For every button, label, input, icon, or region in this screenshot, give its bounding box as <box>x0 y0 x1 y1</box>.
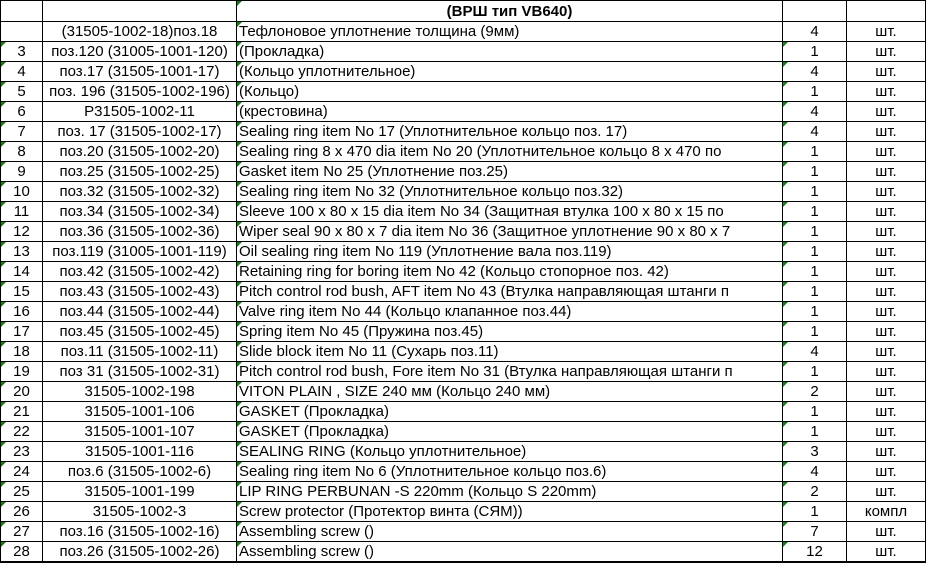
cell-quantity[interactable]: 4 <box>783 22 847 42</box>
cell-item-name[interactable]: (крестовина) <box>237 102 783 122</box>
cell-item-name[interactable]: Sealing ring item No 17 (Уплотнительное кольцо поз. 17) <box>237 122 783 142</box>
cell-row-number[interactable]: 5 <box>1 82 43 102</box>
cell-part-code[interactable]: поз. 17 (31505-1002-17) <box>43 122 237 142</box>
cell-part-code[interactable]: 31505-1001-106 <box>43 402 237 422</box>
cell-quantity[interactable]: 1 <box>783 242 847 262</box>
cell-part-code[interactable]: поз.16 (31505-1002-16) <box>43 522 237 542</box>
cell-quantity[interactable]: 7 <box>783 522 847 542</box>
cell-item-name[interactable]: (Кольцо) <box>237 82 783 102</box>
cell-quantity[interactable]: 1 <box>783 222 847 242</box>
table-row <box>1 182 926 202</box>
cell-part-code[interactable]: поз.11 (31505-1002-11) <box>43 342 237 362</box>
cell-row-number[interactable]: 17 <box>1 322 43 342</box>
table-row <box>1 382 926 402</box>
cell-item-name[interactable]: (Прокладка) <box>237 42 783 62</box>
cell-quantity[interactable]: 1 <box>783 162 847 182</box>
cell-unit[interactable]: шт. <box>847 22 926 42</box>
cell-row-number[interactable]: 6 <box>1 102 43 122</box>
table-row <box>1 442 926 462</box>
header-cell-code[interactable] <box>43 1 237 22</box>
cell-unit[interactable]: шт. <box>847 42 926 62</box>
cell-unit[interactable]: шт. <box>847 542 926 563</box>
header-cell-num[interactable] <box>1 1 43 22</box>
table-row <box>1 202 926 222</box>
cell-part-code[interactable]: 31505-1001-199 <box>43 482 237 502</box>
table-row <box>1 482 926 502</box>
cell-item-name[interactable]: Assembling screw () <box>237 522 783 542</box>
table-row <box>1 122 926 142</box>
cell-item-name[interactable]: Wiper seal 90 x 80 x 7 dia item No 36 (Защитное уплотнение 90 x 80 x 7 <box>237 222 783 242</box>
cell-part-code[interactable]: поз.42 (31505-1002-42) <box>43 262 237 282</box>
cell-unit[interactable]: шт. <box>847 262 926 282</box>
cell-unit[interactable]: шт. <box>847 302 926 322</box>
table-row <box>1 542 926 563</box>
cell-part-code[interactable]: P31505-1002-11 <box>43 102 237 122</box>
cell-part-code[interactable]: (31505-1002-18)поз.18 <box>43 22 237 42</box>
cell-row-number[interactable]: 22 <box>1 422 43 442</box>
cell-item-name[interactable]: LIP RING PERBUNAN -S 220mm (Кольцо S 220mm) <box>237 482 783 502</box>
cell-row-number[interactable]: 27 <box>1 522 43 542</box>
table-row <box>1 282 926 302</box>
table-row <box>1 462 926 482</box>
cell-row-number[interactable]: 13 <box>1 242 43 262</box>
table-row <box>1 522 926 542</box>
cell-row-number[interactable]: 26 <box>1 502 43 522</box>
table-row <box>1 302 926 322</box>
table-row <box>1 322 926 342</box>
cell-part-code[interactable]: поз.17 (31505-1001-17) <box>43 62 237 82</box>
cell-quantity[interactable]: 2 <box>783 482 847 502</box>
header-cell-unit[interactable] <box>847 1 926 22</box>
cell-row-number[interactable]: 4 <box>1 62 43 82</box>
table-row <box>1 402 926 422</box>
cell-part-code[interactable]: 31505-1002-3 <box>43 502 237 522</box>
table-row <box>1 62 926 82</box>
cell-row-number[interactable]: 8 <box>1 142 43 162</box>
cell-item-name[interactable]: Sleeve 100 x 80 x 15 dia item No 34 (Защитная втулка 100 x 80 x 15 по <box>237 202 783 222</box>
cell-quantity[interactable]: 1 <box>783 502 847 522</box>
table-row <box>1 342 926 362</box>
table-row <box>1 222 926 242</box>
cell-row-number[interactable]: 9 <box>1 162 43 182</box>
cell-row-number[interactable]: 19 <box>1 362 43 382</box>
cell-quantity[interactable]: 1 <box>783 202 847 222</box>
cell-unit[interactable]: шт. <box>847 242 926 262</box>
cell-item-name[interactable]: (Кольцо уплотнительное) <box>237 62 783 82</box>
cell-unit[interactable]: шт. <box>847 142 926 162</box>
cell-item-name[interactable]: Screw protector (Протектор винта (СЯМ)) <box>237 502 783 522</box>
cell-row-number[interactable]: 3 <box>1 42 43 62</box>
cell-item-name[interactable]: Sealing ring 8 x 470 dia item No 20 (Уплотнительное кольцо 8 x 470 по <box>237 142 783 162</box>
cell-item-name[interactable]: Retaining ring for boring item No 42 (Кольцо стопорное поз. 42) <box>237 262 783 282</box>
cell-quantity[interactable]: 4 <box>783 342 847 362</box>
cell-part-code[interactable]: поз.6 (31505-1002-6) <box>43 462 237 482</box>
table-row <box>1 162 926 182</box>
table-row <box>1 22 926 42</box>
cell-unit[interactable]: шт. <box>847 462 926 482</box>
cell-unit[interactable]: шт. <box>847 162 926 182</box>
cell-row-number[interactable]: 20 <box>1 382 43 402</box>
cell-part-code[interactable]: 31505-1001-116 <box>43 442 237 462</box>
cell-row-number[interactable]: 11 <box>1 202 43 222</box>
cell-part-code[interactable]: 31505-1002-198 <box>43 382 237 402</box>
cell-part-code[interactable]: поз.26 (31505-1002-26) <box>43 542 237 563</box>
cell-item-name[interactable]: Gasket item No 25 (Уплотнение поз.25) <box>237 162 783 182</box>
cell-part-code[interactable]: поз.20 (31505-1002-20) <box>43 142 237 162</box>
cell-quantity[interactable]: 4 <box>783 62 847 82</box>
cell-unit[interactable]: шт. <box>847 182 926 202</box>
cell-quantity[interactable]: 3 <box>783 442 847 462</box>
cell-item-name[interactable]: Pitch control rod bush, AFT item No 43 (Втулка направляющая штанги п <box>237 282 783 302</box>
cell-quantity[interactable]: 1 <box>783 402 847 422</box>
cell-unit[interactable]: шт. <box>847 402 926 422</box>
cell-part-code[interactable]: поз.119 (31005-1001-119) <box>43 242 237 262</box>
cell-quantity[interactable]: 1 <box>783 82 847 102</box>
table-row <box>1 42 926 62</box>
cell-row-number[interactable]: 16 <box>1 302 43 322</box>
table-row <box>1 82 926 102</box>
sheet-title-cell[interactable]: (ВРШ тип VB640) <box>237 1 783 22</box>
cell-unit[interactable]: шт. <box>847 282 926 302</box>
cell-quantity[interactable]: 1 <box>783 182 847 202</box>
cell-quantity[interactable]: 12 <box>783 542 847 563</box>
cell-quantity[interactable]: 1 <box>783 42 847 62</box>
cell-unit[interactable]: шт. <box>847 522 926 542</box>
cell-unit[interactable]: шт. <box>847 322 926 342</box>
cell-row-number[interactable]: 15 <box>1 282 43 302</box>
cell-quantity[interactable]: 4 <box>783 102 847 122</box>
cell-item-name[interactable]: SEALING RING (Кольцо уплотнительное) <box>237 442 783 462</box>
cell-row-number[interactable]: 23 <box>1 442 43 462</box>
cell-quantity[interactable]: 1 <box>783 362 847 382</box>
cell-item-name[interactable]: Slide block item No 11 (Сухарь поз.11) <box>237 342 783 362</box>
cell-quantity[interactable]: 1 <box>783 422 847 442</box>
table-row <box>1 502 926 522</box>
cell-item-name[interactable]: GASKET (Прокладка) <box>237 402 783 422</box>
cell-row-number[interactable]: 25 <box>1 482 43 502</box>
cell-part-code[interactable]: поз.43 (31505-1002-43) <box>43 282 237 302</box>
cell-quantity[interactable]: 1 <box>783 142 847 162</box>
cell-item-name[interactable]: Тефлоновое уплотнение толщина (9мм) <box>237 22 783 42</box>
cell-item-name[interactable]: GASKET (Прокладка) <box>237 422 783 442</box>
header-row <box>1 1 926 22</box>
cell-part-code[interactable]: поз.32 (31505-1002-32) <box>43 182 237 202</box>
cell-quantity[interactable]: 2 <box>783 382 847 402</box>
cell-quantity[interactable]: 1 <box>783 282 847 302</box>
cell-unit[interactable]: шт. <box>847 202 926 222</box>
cell-part-code[interactable]: поз.25 (31505-1002-25) <box>43 162 237 182</box>
cell-item-name[interactable]: VITON PLAIN , SIZE 240 мм (Кольцо 240 мм) <box>237 382 783 402</box>
cell-unit[interactable]: шт. <box>847 482 926 502</box>
cell-quantity[interactable]: 1 <box>783 302 847 322</box>
cell-part-code[interactable]: поз.45 (31505-1002-45) <box>43 322 237 342</box>
cell-unit[interactable]: шт. <box>847 82 926 102</box>
cell-item-name[interactable]: Spring item No 45 (Пружина поз.45) <box>237 322 783 342</box>
cell-item-name[interactable]: Assembling screw () <box>237 542 783 563</box>
cell-item-name[interactable]: Pitch control rod bush, Fore item No 31 (Втулка направляющая штанги п <box>237 362 783 382</box>
cell-row-number[interactable] <box>1 22 43 42</box>
cell-unit[interactable]: шт. <box>847 222 926 242</box>
header-cell-qty[interactable] <box>783 1 847 22</box>
table-row <box>1 242 926 262</box>
cell-item-name[interactable]: Valve ring item No 44 (Кольцо клапанное поз.44) <box>237 302 783 322</box>
cell-item-name[interactable]: Sealing ring item No 6 (Уплотнительное кольцо поз.6) <box>237 462 783 482</box>
cell-row-number[interactable]: 14 <box>1 262 43 282</box>
cell-row-number[interactable]: 7 <box>1 122 43 142</box>
cell-row-number[interactable]: 18 <box>1 342 43 362</box>
cell-item-name[interactable]: Oil sealing ring item No 119 (Уплотнение вала поз.119) <box>237 242 783 262</box>
table-row <box>1 422 926 442</box>
cell-row-number[interactable]: 28 <box>1 542 43 563</box>
cell-row-number[interactable]: 10 <box>1 182 43 202</box>
cell-part-code[interactable]: поз. 196 (31505-1002-196) <box>43 82 237 102</box>
cell-unit[interactable]: шт. <box>847 422 926 442</box>
cell-unit[interactable]: компл <box>847 502 926 522</box>
cell-quantity[interactable]: 1 <box>783 322 847 342</box>
cell-quantity[interactable]: 1 <box>783 262 847 282</box>
cell-unit[interactable]: шт. <box>847 122 926 142</box>
cell-unit[interactable]: шт. <box>847 102 926 122</box>
cell-row-number[interactable]: 12 <box>1 222 43 242</box>
cell-unit[interactable]: шт. <box>847 442 926 462</box>
cell-row-number[interactable]: 24 <box>1 462 43 482</box>
cell-quantity[interactable]: 4 <box>783 462 847 482</box>
cell-part-code[interactable]: поз.120 (31005-1001-120) <box>43 42 237 62</box>
cell-part-code[interactable]: поз.36 (31505-1002-36) <box>43 222 237 242</box>
cell-unit[interactable]: шт. <box>847 362 926 382</box>
cell-quantity[interactable]: 4 <box>783 122 847 142</box>
cell-row-number[interactable]: 21 <box>1 402 43 422</box>
table-row <box>1 362 926 382</box>
cell-unit[interactable]: шт. <box>847 62 926 82</box>
cell-part-code[interactable]: поз.44 (31505-1002-44) <box>43 302 237 322</box>
cell-part-code[interactable]: поз.34 (31505-1002-34) <box>43 202 237 222</box>
cell-part-code[interactable]: поз 31 (31505-1002-31) <box>43 362 237 382</box>
cell-unit[interactable]: шт. <box>847 342 926 362</box>
table-row <box>1 142 926 162</box>
cell-item-name[interactable]: Sealing ring item No 32 (Уплотнительное кольцо поз.32) <box>237 182 783 202</box>
table-row <box>1 102 926 122</box>
table-row <box>1 262 926 282</box>
cell-unit[interactable]: шт. <box>847 382 926 402</box>
cell-part-code[interactable]: 31505-1001-107 <box>43 422 237 442</box>
